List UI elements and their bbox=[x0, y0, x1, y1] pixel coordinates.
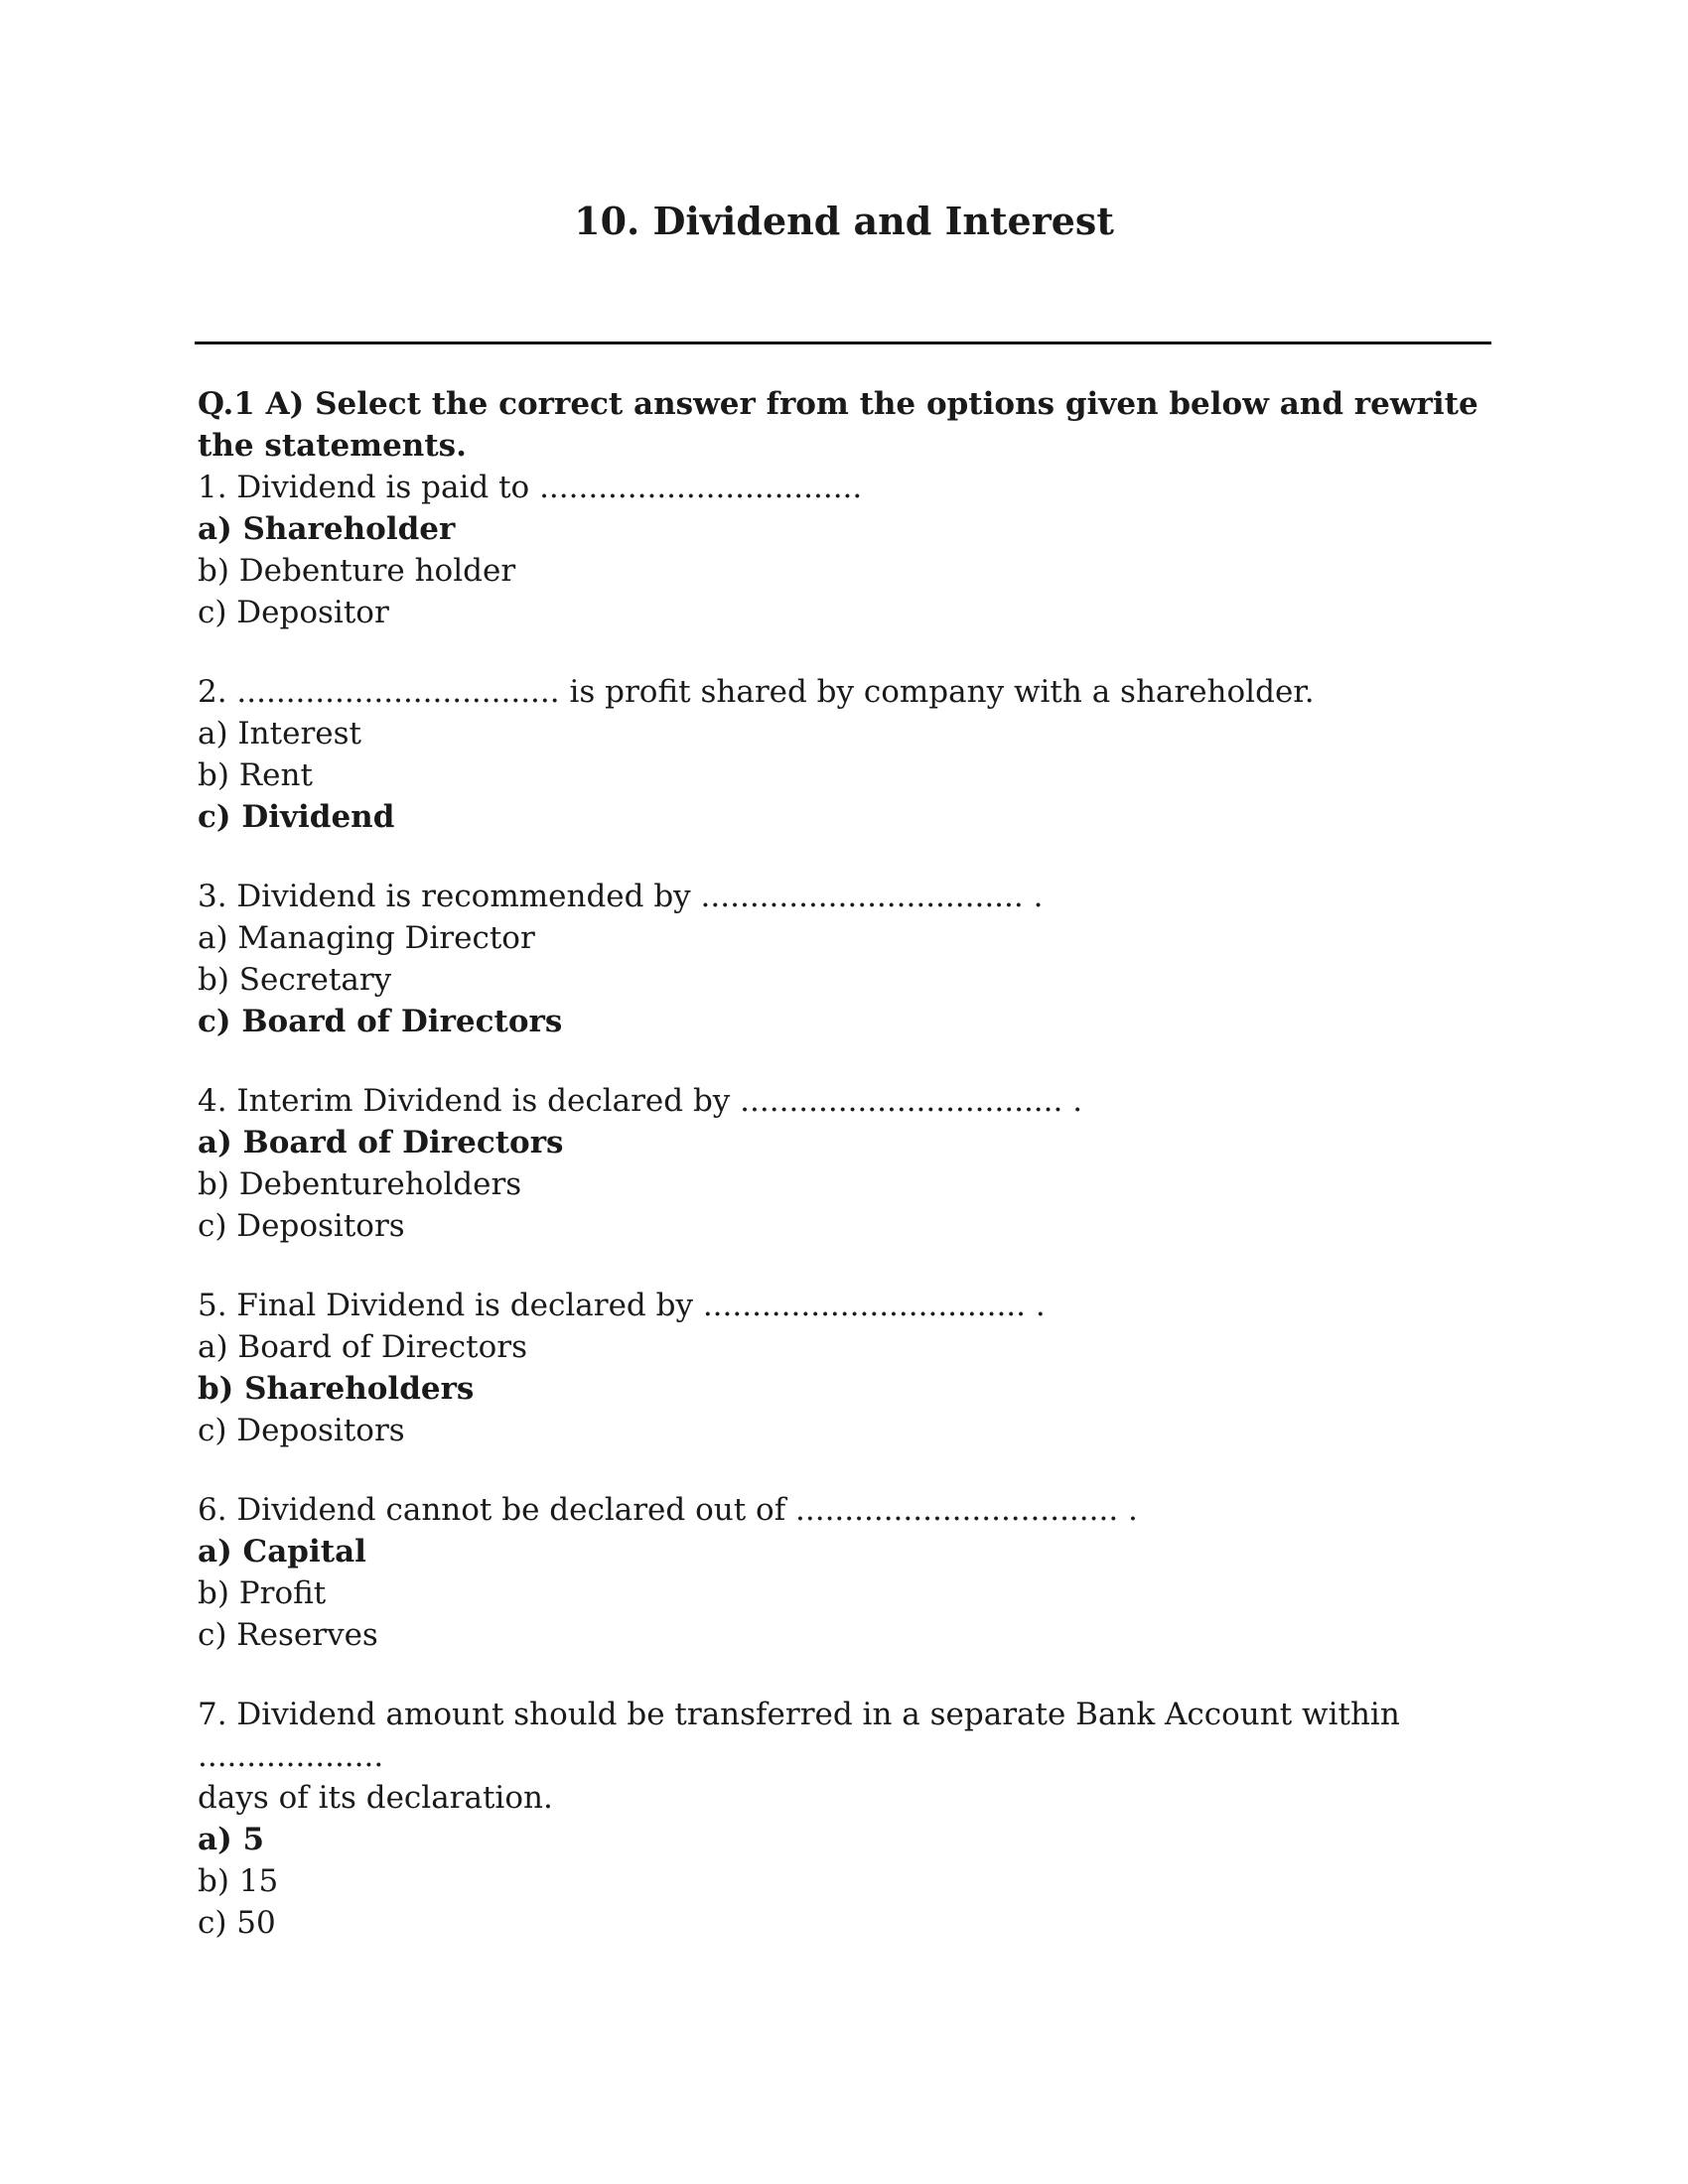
option: c) Depositors bbox=[198, 1413, 405, 1448]
option: b) Secretary bbox=[198, 962, 392, 998]
title-divider bbox=[195, 341, 1491, 344]
section-heading: Q.1 A) Select the correct answer from the options given below and rewrite the statements. bbox=[198, 386, 1478, 464]
question-block bbox=[198, 1694, 1488, 1944]
option: c) 50 bbox=[198, 1905, 276, 1941]
question-stem: days of its declaration. bbox=[198, 1780, 553, 1816]
question-stem: ................... bbox=[198, 1738, 384, 1774]
option: b) Profit bbox=[198, 1575, 327, 1611]
option: b) Debentureholders bbox=[198, 1166, 522, 1202]
question-section bbox=[198, 383, 1488, 1944]
question-block bbox=[198, 876, 1488, 1042]
correct-option: b) Shareholders bbox=[198, 1371, 475, 1407]
question-block bbox=[198, 671, 1488, 838]
correct-option: a) Shareholder bbox=[198, 511, 456, 547]
correct-option: c) Board of Directors bbox=[198, 1004, 563, 1039]
option: c) Depositor bbox=[198, 595, 389, 630]
option: c) Depositors bbox=[198, 1208, 405, 1244]
question-list bbox=[198, 467, 1488, 1944]
correct-option: a) 5 bbox=[198, 1822, 265, 1857]
question-stem: 7. Dividend amount should be transferred in a separate Bank Account within bbox=[198, 1697, 1400, 1732]
option: b) Rent bbox=[198, 757, 313, 793]
question-stem: 1. Dividend is paid to ................................. bbox=[198, 470, 863, 505]
option: b) Debenture holder bbox=[198, 553, 516, 589]
option: a) Board of Directors bbox=[198, 1329, 528, 1365]
option: a) Interest bbox=[198, 716, 361, 751]
question-stem: 5. Final Dividend is declared by ................................. . bbox=[198, 1288, 1046, 1323]
correct-option: a) Capital bbox=[198, 1534, 366, 1570]
question-stem: 6. Dividend cannot be declared out of ................................. . bbox=[198, 1492, 1138, 1528]
question-stem: 4. Interim Dividend is declared by ................................. . bbox=[198, 1083, 1083, 1119]
question-block bbox=[198, 1285, 1488, 1451]
question-block bbox=[198, 1489, 1488, 1656]
option: b) 15 bbox=[198, 1863, 279, 1899]
question-block bbox=[198, 1080, 1488, 1247]
option: c) Reserves bbox=[198, 1617, 378, 1653]
question-stem: 3. Dividend is recommended by ................................. . bbox=[198, 879, 1044, 914]
page-title: 10. Dividend and Interest bbox=[574, 199, 1114, 243]
question-stem: 2. ................................. is profit shared by company with a shareholder. bbox=[198, 674, 1315, 710]
correct-option: c) Dividend bbox=[198, 799, 395, 835]
question-block bbox=[198, 467, 1488, 633]
option: a) Managing Director bbox=[198, 920, 535, 956]
correct-option: a) Board of Directors bbox=[198, 1125, 564, 1160]
